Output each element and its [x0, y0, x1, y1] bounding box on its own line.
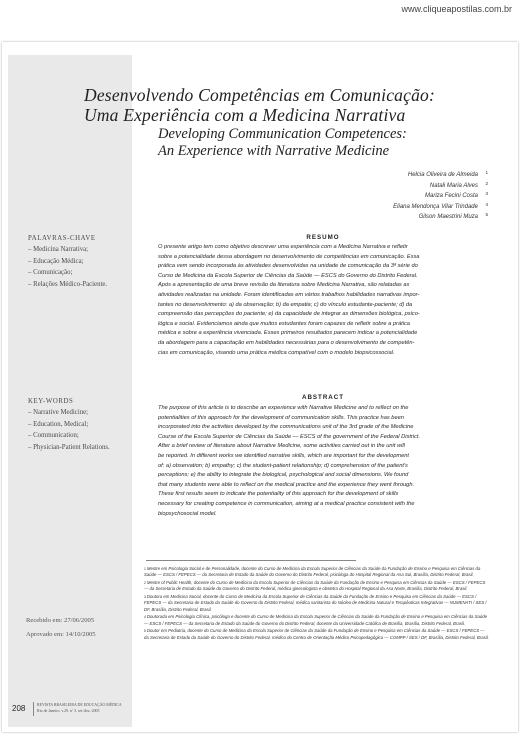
- footnote-mark: 4: [144, 615, 146, 620]
- footnote-mark: 3: [144, 595, 146, 599]
- resumo-line: prática vem sendo incorporada às atividades desenvolvidas na unidade de comunicação da 3ª série do: [158, 263, 418, 270]
- page-number-divider: [33, 702, 34, 716]
- author-name: Gilson Maestrini Muza: [418, 214, 478, 221]
- author: [280, 193, 488, 204]
- page-number: 208: [12, 704, 26, 713]
- footnote-text: Doutora em Medicina Social, docente do Curso de Medicina da Escola Superior de Ciências da Saúde da Fundação de Ensino e Pesquisa em Ciências da Saúde — ESCS / FEPECS — da Secretaria de Estado da Saúde do Governo do Distrito Federal, médica sanitarista do Núcleo de Medicina Natural e Terapêuticas Integrativas — NUMENATI / SES / DF, Brasília, Distrito Federal, Brasil.: [144, 594, 487, 612]
- abstract-line: that many students were able to reflect on the medical practice and the experience they went through.: [158, 481, 415, 488]
- title-english-line-2: An Experience with Narrative Medicine: [158, 143, 390, 159]
- keywords-english: [28, 396, 132, 453]
- resumo-line: lógica e social. Evidenciamos ainda que muitos estudantes foram capazes de refletir sobre a prática: [158, 320, 410, 327]
- resumo-line: Após a apresentação de uma breve revisão da literatura sobre Medicina Narrativa, são relatadas as: [158, 282, 410, 289]
- resumo-text: [158, 243, 488, 358]
- resumo-line: sobre a potencialidade dessa abordagem no desenvolvimento de competências em comunicação. Essa: [158, 253, 420, 260]
- author-affiliation-mark: 3: [485, 191, 488, 197]
- author-affiliation-mark: 4: [485, 201, 488, 207]
- keywords-portuguese: [28, 233, 132, 290]
- resumo-line: O presente artigo tem como objetivo descrever uma experiência com a Medicina Narrativa e refletir: [158, 244, 408, 250]
- title-portuguese-line-1: Desenvolvendo Competências em Comunicação:: [84, 85, 436, 105]
- title-portuguese-line-2: Uma Experiência com a Medicina Narrativa: [84, 105, 406, 125]
- submission-dates: [26, 614, 130, 642]
- footnotes: [144, 566, 490, 642]
- title-portuguese: [84, 85, 504, 125]
- abstract-line: Course of the Escola Superior de Ciências da Saúde — ESCS of the government of the Federal District.: [158, 433, 421, 440]
- keyword-item: – Medicina Narrativa;: [28, 246, 89, 254]
- resumo-line: cias em comunicação, visando uma prática médica compatível com o modelo biopsicossocial.: [158, 349, 395, 356]
- footnote: [144, 566, 490, 579]
- footnote-text: Doutor em Pediatria, docente do Curso de Medicina da Escola Superior de Ciências da Saúde da Fundação de Ensino e Pesquisa em Ciências da Saúde — ESCS / FEPECS — da Secretaria de Estado da Saúde do Governo do Distrito Federal, médico do Centro de Orientação Médico Psicopedagógica — COMPP / SES / DF, Brasília, Distrito Federal, Brasil.: [144, 628, 489, 640]
- resumo-line: da abordagem para a capacitação em habilidades necessárias para o desenvolvimento de competên-: [158, 339, 415, 346]
- approved-date: Aprovado em: 14/10/2005: [26, 631, 96, 638]
- abstract-line: biopsychosocial model.: [158, 510, 217, 517]
- author-name: Eliana Mendonça Vilar Trindade: [393, 203, 478, 210]
- footnote-text: Mestre em Psicologia Social e de Personalidade, docente do Curso de Medicina da Escola Superior de Ciências da Saúde da Fundação de Ensino e Pesquisa em Ciências da Saúde — ESCS / FEPECS — da Secretaria de Estado da Saúde do Governo do Distrito Federal, psicóloga do Hospital Regional da Asa Sul, Brasília, Distrito Federal, Brasil.: [144, 566, 481, 578]
- keywords-portuguese-heading: PALAVRAS-CHAVE: [28, 235, 96, 242]
- footnote-mark: 2: [144, 581, 146, 585]
- footnote-mark: 5: [144, 629, 146, 634]
- author-name: Natali Maria Alves: [429, 182, 478, 189]
- author-list: [280, 172, 488, 225]
- resumo-line: tantes no desenvolvimento: a) da observação; b) da empatia; c) do vínculo estudante-paciente; d) da: [158, 301, 413, 308]
- abstract-line: The purpose of this article is to describe an experience with Narrative Medicine and to reflect on the: [158, 405, 409, 411]
- keyword-item: – Narrative Medicine;: [28, 409, 89, 417]
- resumo-line: Curso de Medicina da Escola Superior de Ciências da Saúde — ESCS do Governo do Distrito Federal.: [158, 272, 418, 279]
- abstract-line: potentialities of this approach for the development of communication skills. This practice has been: [158, 414, 404, 421]
- title-english: [158, 126, 508, 160]
- resumo-line: compreensão das percepções do paciente; e) da capacidade de integrar as dimensões biológica, psico-: [158, 311, 420, 318]
- keyword-item: – Physician-Patient Relations.: [28, 443, 110, 451]
- abstract-line: After a brief review of literature about Narrative Medicine, some activities carried out in the unit will: [158, 443, 405, 450]
- author: [280, 172, 488, 183]
- keyword-item: – Education, Medical;: [28, 420, 89, 428]
- watermark-url: www.cliqueapostilas.com.br: [401, 4, 512, 14]
- footnote-mark: 1: [144, 567, 146, 571]
- footnote-text: Mestre of Public Health, docente do Curso de Medicina da Escola Superior de Ciências da Saúde da Fundação de Ensino e Pesquisa em Ciências da Saúde — ESCS / FEPECS — da Secretaria de Estado da Saúde do Governo do Distrito Federal, médica ginecologista e obstetra do Hospital Regional da Asa Norte, Brasília, Distrito Federal, Brasil.: [144, 580, 486, 592]
- received-date: Recebido em: 27/06/2005: [26, 617, 95, 624]
- author-name: Helcia Oliveira de Almeida: [407, 172, 478, 178]
- footnote-rule: [146, 560, 356, 561]
- footnote-text: Doutorada em Psicologia Clínica, psicóloga e docente do Curso de Medicina da Escola Superior de Ciências da Saúde da Fundação de Ensino e Pesquisa em Ciências da Saúde — ESCS / FEPECS — da Secretaria de Estado da Saúde do Governo do Distrito Federal, docente da Universidade Católica de Brasília, Brasília, Distrito Federal, Brasil.: [144, 614, 488, 626]
- author-name: Mariza Fecini Costa: [424, 193, 478, 200]
- keywords-english-heading: KEY-WORDS: [28, 398, 74, 405]
- keyword-item: – Comunicação;: [28, 269, 73, 277]
- footnote: [144, 614, 490, 627]
- title-english-line-1: Developing Communication Competences:: [158, 126, 407, 142]
- journal-name: REVISTA BRASILEIRA DE EDUCAÇÃO MÉDICA: [37, 703, 122, 707]
- footnote: [144, 580, 490, 593]
- resumo-line: médica e sobre a experiência vivenciada. Esses primeiros resultados parecem indicar a potencialidade: [158, 330, 418, 337]
- journal-citation: [37, 703, 137, 714]
- abstract-line: incorporated into the activities developed by the communications unit of the 3rd grade of the Medicine: [158, 424, 414, 431]
- abstract-heading: ABSTRACT: [301, 394, 345, 401]
- journal-issue: Rio de Janeiro, v.29, nº 3, set./dez. 2005: [37, 708, 100, 713]
- footnote: [144, 594, 490, 613]
- resumo-line: atividades realizadas na unidade. Foram identificadas em vários trabalhos habilidades narrativas impor-: [158, 291, 420, 298]
- keyword-item: – Educação Médica;: [28, 257, 84, 265]
- author-affiliation-mark: 1: [485, 170, 488, 175]
- abstract-line: perceptions; e) the ability to integrate the biological, psychological and social dimensions. We found: [158, 472, 409, 479]
- footnote: [144, 628, 490, 641]
- author: [280, 214, 488, 225]
- abstract-line: be reported. In different works we identified narrative skills, which are important for the development: [158, 452, 410, 459]
- abstract-line: These first results seem to indicate the potentiality of this approach for the development of skills: [158, 491, 399, 498]
- resumo-heading: RESUMO: [306, 234, 340, 241]
- author-affiliation-mark: 2: [485, 180, 488, 186]
- abstract-line: necessary for creating competence in communication, aiming at a medical practice consistent with the: [158, 500, 415, 507]
- keyword-item: – Communication;: [28, 432, 79, 440]
- abstract-text: [158, 404, 488, 519]
- abstract-line: of: a) observation; b) empathy; c) the student-patient relationship; d) comprehension of the patient's: [158, 462, 408, 469]
- author-affiliation-mark: 5: [485, 212, 488, 218]
- keyword-item: – Relações Médico-Paciente.: [28, 280, 108, 288]
